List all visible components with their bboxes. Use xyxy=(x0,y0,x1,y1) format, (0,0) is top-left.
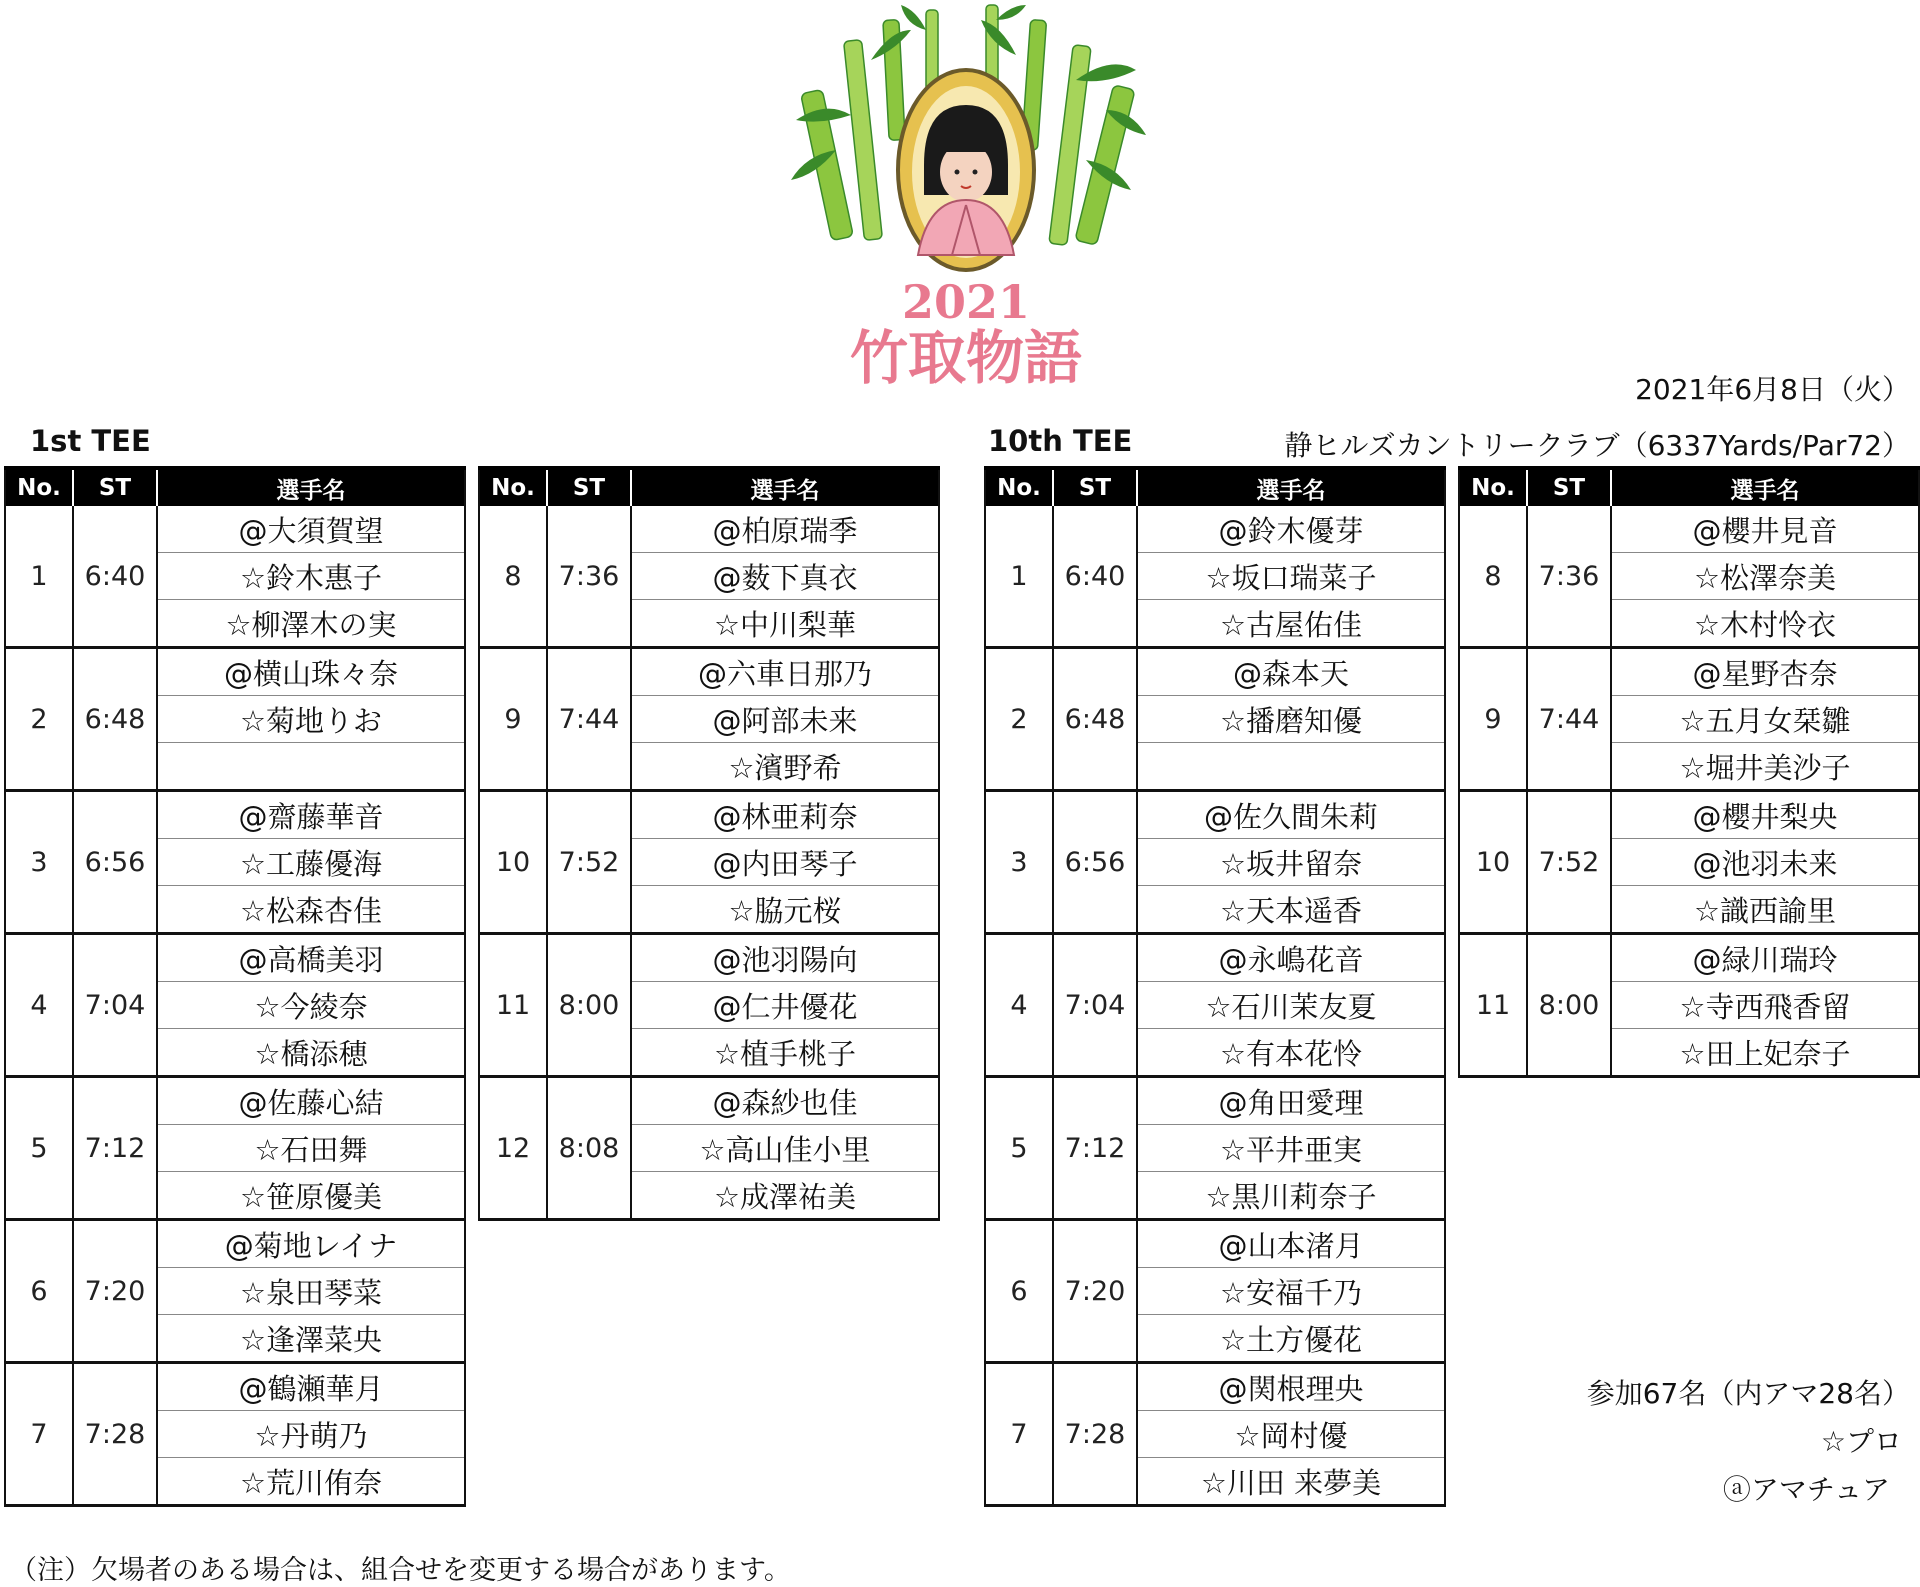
player-name: ☆鈴木惠子 xyxy=(157,553,465,600)
start-time: 7:44 xyxy=(547,648,631,791)
tee10-left-table xyxy=(984,466,1446,1507)
player-name: ☆脇元桜 xyxy=(631,886,939,934)
player-name: ☆荒川侑奈 xyxy=(157,1458,465,1506)
player-name: @内田琴子 xyxy=(631,839,939,886)
start-time: 7:12 xyxy=(1053,1077,1137,1220)
col-header-name: 選手名 xyxy=(1137,468,1445,506)
table-row xyxy=(479,1077,939,1125)
player-name: @鶴瀬華月 xyxy=(157,1363,465,1411)
group-number: 3 xyxy=(985,791,1053,934)
table-row xyxy=(5,1220,465,1268)
tee10-right-table xyxy=(1458,466,1920,1078)
legend-pro: ☆プロ xyxy=(1820,1425,1902,1458)
table-row xyxy=(1459,648,1919,696)
player-name: ☆工藤優海 xyxy=(157,839,465,886)
player-name: ☆岡村優 xyxy=(1137,1411,1445,1458)
start-time: 8:00 xyxy=(547,934,631,1077)
group-number: 1 xyxy=(5,506,73,648)
group-number: 6 xyxy=(5,1220,73,1363)
player-name: ☆五月女栞雛 xyxy=(1611,696,1919,743)
player-name: ☆今綾奈 xyxy=(157,982,465,1029)
col-header-name: 選手名 xyxy=(1611,468,1919,506)
header-row xyxy=(1459,468,1919,506)
player-name: ☆寺西飛香留 xyxy=(1611,982,1919,1029)
table-row xyxy=(479,506,939,553)
player-name: ☆石川茉友夏 xyxy=(1137,982,1445,1029)
player-name: ☆松森杏佳 xyxy=(157,886,465,934)
player-name: @大須賀望 xyxy=(157,506,465,553)
table-row xyxy=(985,1077,1445,1125)
col-header-name: 選手名 xyxy=(631,468,939,506)
group-number: 3 xyxy=(5,791,73,934)
legend-amateur: ⓐアマチュア xyxy=(1722,1473,1890,1506)
table-row xyxy=(479,648,939,696)
player-name: ☆成澤祐美 xyxy=(631,1172,939,1220)
col-header-no: No. xyxy=(5,468,73,506)
player-name: @阿部未来 xyxy=(631,696,939,743)
venue: 静ヒルズカントリークラブ（6337Yards/Par72） xyxy=(1284,429,1910,462)
group-number: 9 xyxy=(1459,648,1527,791)
player-name: ☆松澤奈美 xyxy=(1611,553,1919,600)
player-name: ☆播磨知優 xyxy=(1137,696,1445,743)
player-name: @林亜莉奈 xyxy=(631,791,939,839)
player-name: ☆古屋佑佳 xyxy=(1137,600,1445,648)
princess-icon xyxy=(898,70,1034,270)
player-name: ☆坂口瑞菜子 xyxy=(1137,553,1445,600)
group-number: 2 xyxy=(985,648,1053,791)
player-name: ☆中川梨華 xyxy=(631,600,939,648)
col-header-no: No. xyxy=(985,468,1053,506)
group-number: 7 xyxy=(985,1363,1053,1506)
start-time: 7:52 xyxy=(547,791,631,934)
table-row xyxy=(479,934,939,982)
player-name: @柏原瑞季 xyxy=(631,506,939,553)
group-number: 8 xyxy=(479,506,547,648)
group-number: 9 xyxy=(479,648,547,791)
player-name xyxy=(157,743,465,791)
player-name: @鈴木優芽 xyxy=(1137,506,1445,553)
start-time: 7:44 xyxy=(1527,648,1611,791)
col-header-name: 選手名 xyxy=(157,468,465,506)
tee1-right-table xyxy=(478,466,940,1221)
col-header-st: ST xyxy=(547,468,631,506)
player-name: ☆橋添穂 xyxy=(157,1029,465,1077)
player-name: @山本渚月 xyxy=(1137,1220,1445,1268)
player-name: @齋藤華音 xyxy=(157,791,465,839)
player-name: @菊地レイナ xyxy=(157,1220,465,1268)
col-header-st: ST xyxy=(1527,468,1611,506)
player-name: @仁井優花 xyxy=(631,982,939,1029)
player-name: ☆泉田琴菜 xyxy=(157,1268,465,1315)
table-row xyxy=(5,648,465,696)
start-time: 8:00 xyxy=(1527,934,1611,1077)
player-name: ☆有本花怜 xyxy=(1137,1029,1445,1077)
start-time: 7:52 xyxy=(1527,791,1611,934)
player-name: ☆黒川莉奈子 xyxy=(1137,1172,1445,1220)
table-row xyxy=(479,791,939,839)
col-header-st: ST xyxy=(1053,468,1137,506)
group-number: 10 xyxy=(479,791,547,934)
group-number: 7 xyxy=(5,1363,73,1506)
col-header-no: No. xyxy=(479,468,547,506)
player-name: ☆堀井美沙子 xyxy=(1611,743,1919,791)
player-name: ☆逢澤菜央 xyxy=(157,1315,465,1363)
player-name: ☆木村怜衣 xyxy=(1611,600,1919,648)
col-header-st: ST xyxy=(73,468,157,506)
tee1-label: 1st TEE xyxy=(30,424,151,458)
group-number: 12 xyxy=(479,1077,547,1220)
group-number: 1 xyxy=(985,506,1053,648)
group-number: 11 xyxy=(1459,934,1527,1077)
group-number: 11 xyxy=(479,934,547,1077)
table-row xyxy=(985,1363,1445,1411)
player-name: ☆濱野希 xyxy=(631,743,939,791)
start-time: 6:56 xyxy=(1053,791,1137,934)
start-time: 6:48 xyxy=(73,648,157,791)
event-logo xyxy=(776,0,1156,395)
start-time: 6:56 xyxy=(73,791,157,934)
player-name: ☆土方優花 xyxy=(1137,1315,1445,1363)
player-name: ☆平井亜実 xyxy=(1137,1125,1445,1172)
start-time: 7:36 xyxy=(1527,506,1611,648)
player-name: @櫻井見音 xyxy=(1611,506,1919,553)
group-number: 8 xyxy=(1459,506,1527,648)
start-time: 6:40 xyxy=(1053,506,1137,648)
start-time: 7:04 xyxy=(73,934,157,1077)
player-name: @六車日那乃 xyxy=(631,648,939,696)
player-name: @森紗也佳 xyxy=(631,1077,939,1125)
table-row xyxy=(5,934,465,982)
start-time: 7:12 xyxy=(73,1077,157,1220)
table-row xyxy=(5,1363,465,1411)
header-row xyxy=(985,468,1445,506)
start-time: 6:40 xyxy=(73,506,157,648)
table-row xyxy=(5,506,465,553)
footnote: （注）欠場者のある場合は、組合せを変更する場合があります。 xyxy=(10,1555,791,1586)
start-time: 7:04 xyxy=(1053,934,1137,1077)
start-time: 7:28 xyxy=(1053,1363,1137,1506)
header-row xyxy=(479,468,939,506)
player-name: @池羽陽向 xyxy=(631,934,939,982)
player-name: @緑川瑞玲 xyxy=(1611,934,1919,982)
event-date: 2021年6月8日（火） xyxy=(1635,373,1910,406)
player-name: @永嶋花音 xyxy=(1137,934,1445,982)
group-number: 5 xyxy=(985,1077,1053,1220)
player-name: @森本天 xyxy=(1137,648,1445,696)
player-name: ☆坂井留奈 xyxy=(1137,839,1445,886)
start-time: 8:08 xyxy=(547,1077,631,1220)
start-time: 7:20 xyxy=(1053,1220,1137,1363)
header-row xyxy=(5,468,465,506)
group-number: 6 xyxy=(985,1220,1053,1363)
player-name: @池羽未来 xyxy=(1611,839,1919,886)
player-name: ☆高山佳小里 xyxy=(631,1125,939,1172)
player-name: ☆安福千乃 xyxy=(1137,1268,1445,1315)
group-number: 4 xyxy=(985,934,1053,1077)
player-name: ☆植手桃子 xyxy=(631,1029,939,1077)
table-row xyxy=(1459,934,1919,982)
player-name: ☆田上妃奈子 xyxy=(1611,1029,1919,1077)
start-time: 6:48 xyxy=(1053,648,1137,791)
table-row xyxy=(5,791,465,839)
start-time: 7:28 xyxy=(73,1363,157,1506)
start-time: 7:20 xyxy=(73,1220,157,1363)
tee10-label: 10th TEE xyxy=(988,424,1133,458)
table-row xyxy=(985,648,1445,696)
table-row xyxy=(985,506,1445,553)
col-header-no: No. xyxy=(1459,468,1527,506)
group-number: 10 xyxy=(1459,791,1527,934)
group-number: 4 xyxy=(5,934,73,1077)
logo-title: 竹取物語 xyxy=(849,324,1083,392)
table-row xyxy=(5,1077,465,1125)
player-name: @星野杏奈 xyxy=(1611,648,1919,696)
player-name: @関根理央 xyxy=(1137,1363,1445,1411)
player-name: ☆笹原優美 xyxy=(157,1172,465,1220)
player-name: @高橋美羽 xyxy=(157,934,465,982)
player-name: @横山珠々奈 xyxy=(157,648,465,696)
player-name: ☆石田舞 xyxy=(157,1125,465,1172)
player-name: ☆丹萌乃 xyxy=(157,1411,465,1458)
tee1-left-table xyxy=(4,466,466,1507)
table-row xyxy=(985,1220,1445,1268)
player-name: ☆菊地りお xyxy=(157,696,465,743)
player-name: @角田愛理 xyxy=(1137,1077,1445,1125)
player-name: @薮下真衣 xyxy=(631,553,939,600)
player-name: ☆柳澤木の実 xyxy=(157,600,465,648)
table-row xyxy=(985,934,1445,982)
start-time: 7:36 xyxy=(547,506,631,648)
player-name: ☆天本遥香 xyxy=(1137,886,1445,934)
player-name: @櫻井梨央 xyxy=(1611,791,1919,839)
player-name xyxy=(1137,743,1445,791)
table-row xyxy=(1459,791,1919,839)
player-name: @佐久間朱莉 xyxy=(1137,791,1445,839)
logo-year: 2021 xyxy=(901,275,1031,329)
player-name: @佐藤心結 xyxy=(157,1077,465,1125)
entry-count: 参加67名（内アマ28名） xyxy=(1586,1377,1910,1410)
player-name: ☆識西諭里 xyxy=(1611,886,1919,934)
group-number: 5 xyxy=(5,1077,73,1220)
table-row xyxy=(1459,506,1919,553)
table-row xyxy=(985,791,1445,839)
player-name: ☆川田 来夢美 xyxy=(1137,1458,1445,1506)
group-number: 2 xyxy=(5,648,73,791)
